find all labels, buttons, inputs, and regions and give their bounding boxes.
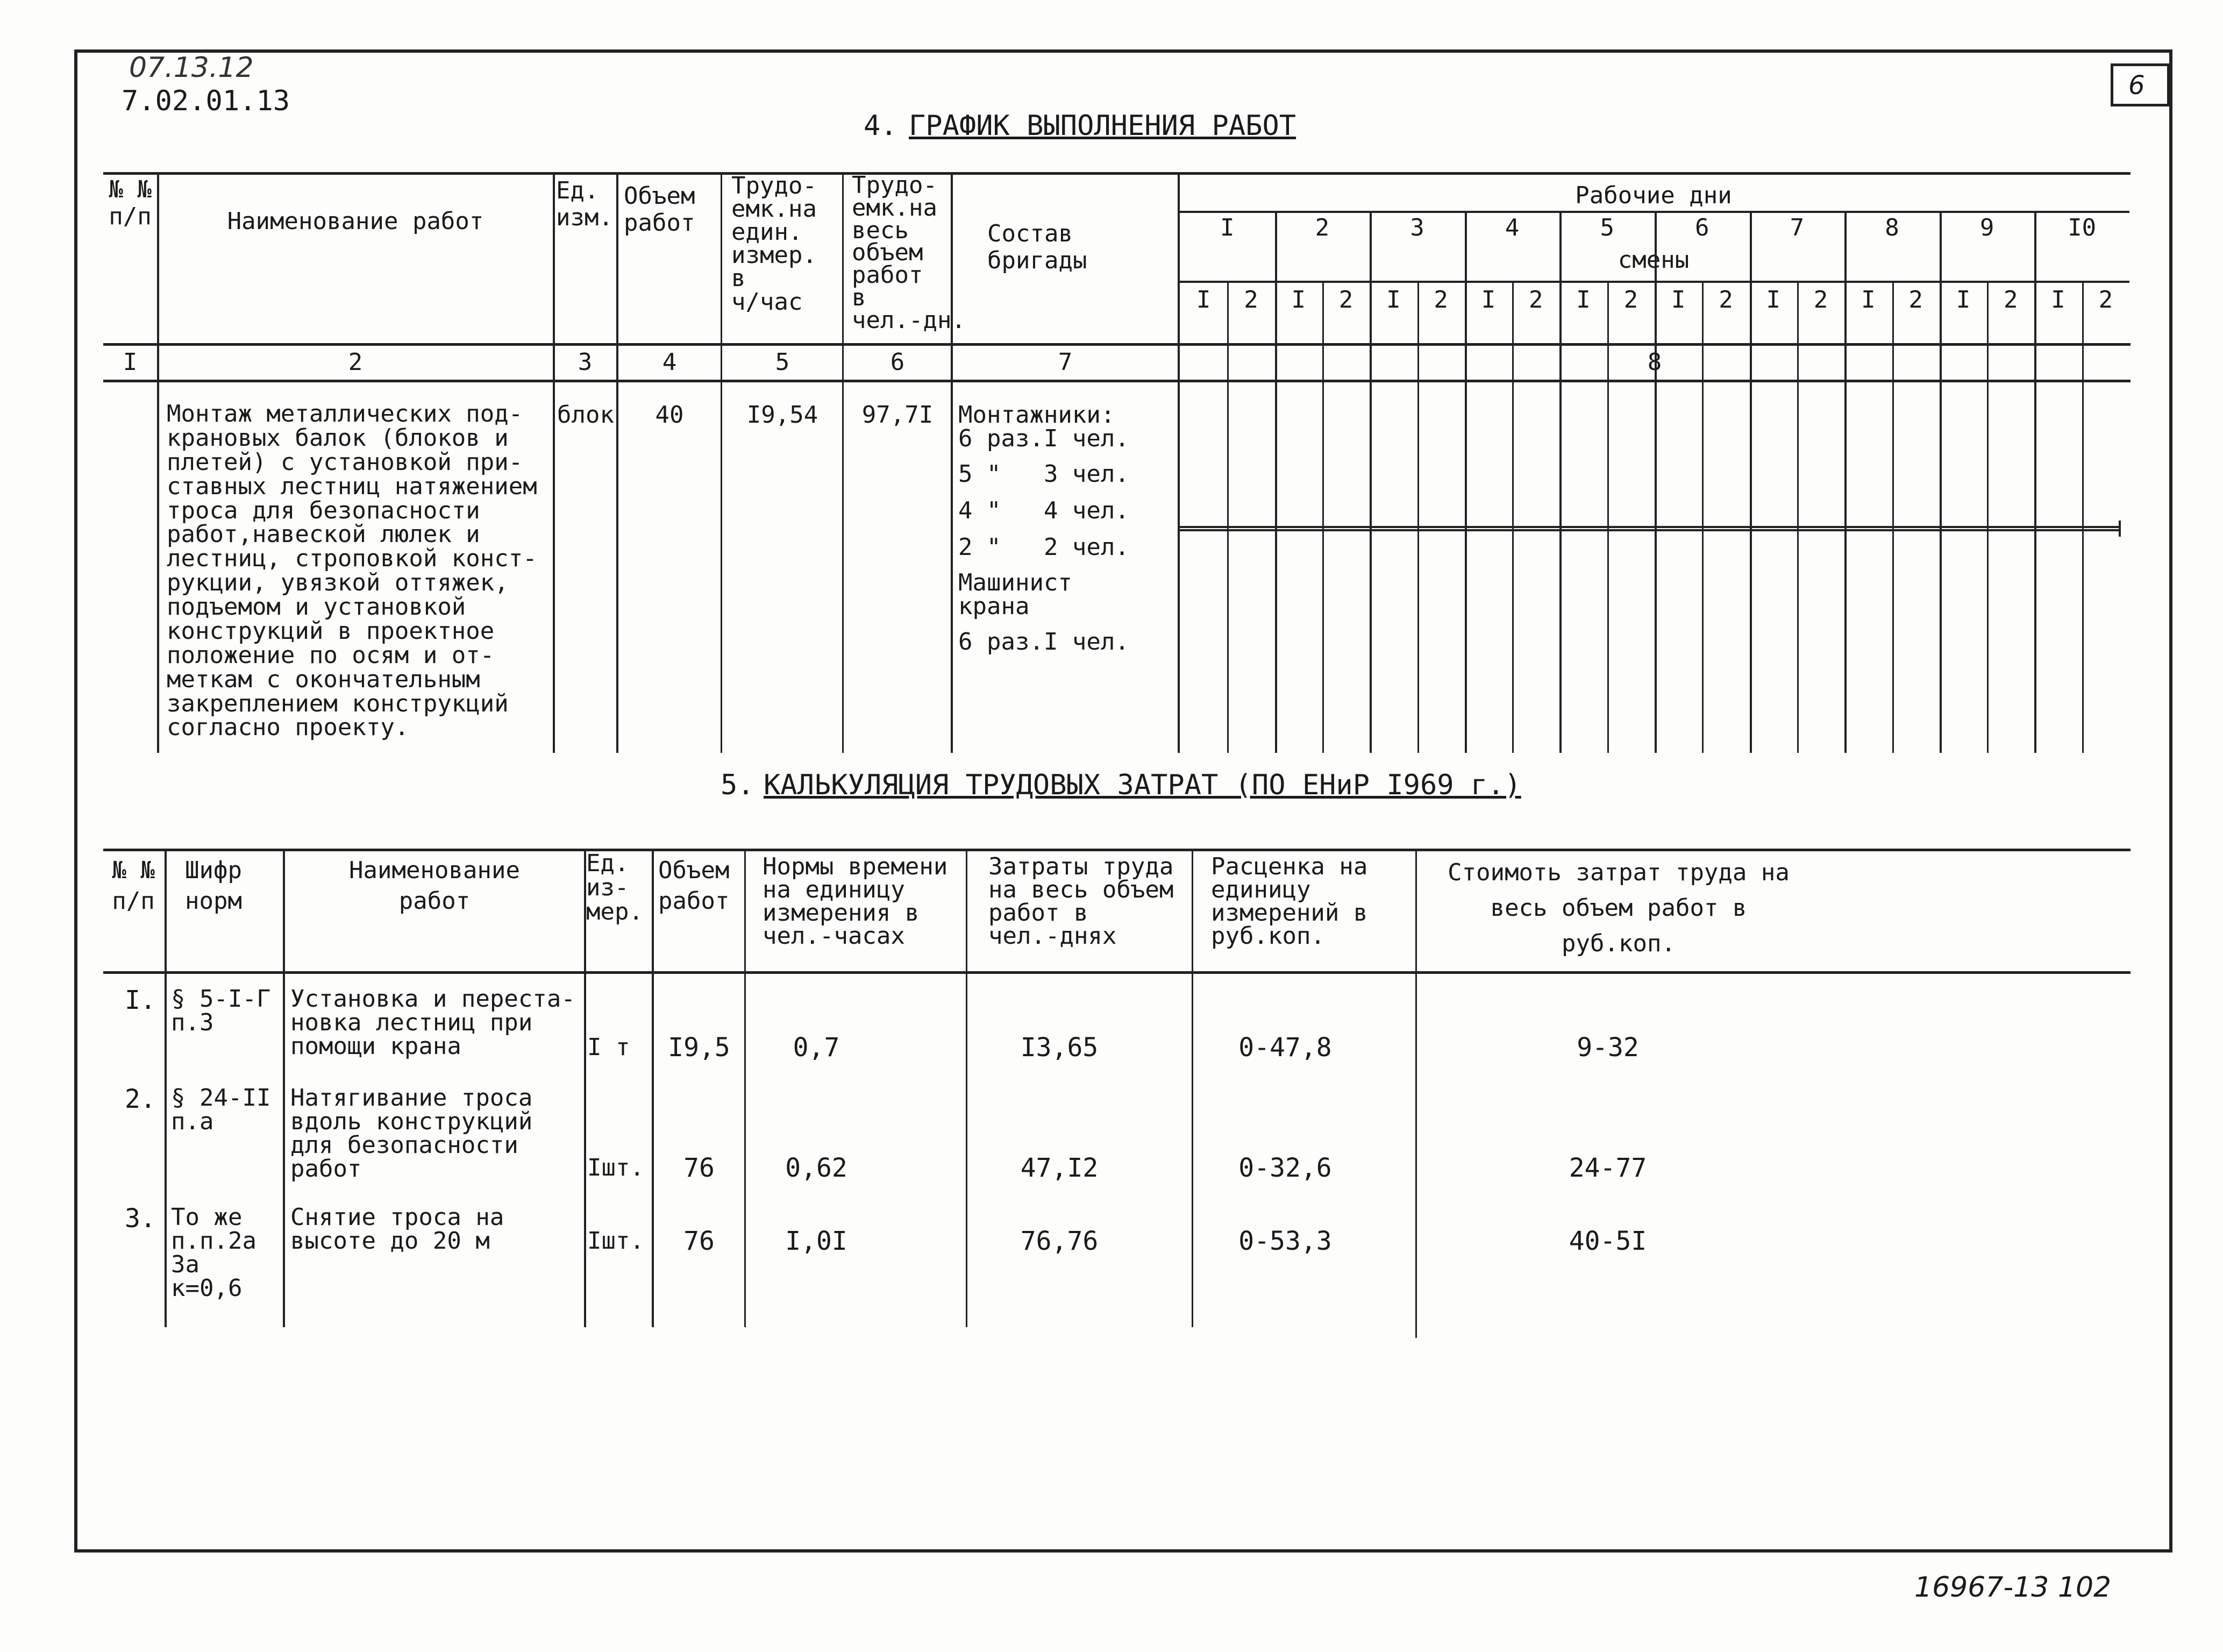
- footer-number: 16967-13 102: [1914, 1571, 2112, 1604]
- day-label: 4: [1505, 214, 1520, 241]
- table5-header-bottom: [103, 971, 2131, 974]
- row4-crew-2: 5 " 3 чел.: [958, 460, 1129, 488]
- hdr-shifts: смены: [1618, 246, 1690, 274]
- s5-hdr-cost: Стоимоть затрат труда на весь объем работ в руб.коп.: [1448, 859, 1790, 957]
- shift-label: I: [1671, 286, 1686, 314]
- row4-volume: 40: [655, 401, 684, 429]
- colnum-7: 7: [1058, 348, 1073, 376]
- handwritten-date: 07.13.12: [129, 52, 254, 84]
- shift-label: 2: [1719, 286, 1733, 314]
- section5-number: 5.: [721, 769, 754, 801]
- s5-rate: 0-53,3: [1238, 1226, 1332, 1256]
- shift-label: I: [1956, 286, 1971, 314]
- s5-hdr-labor: Затраты труда на весь объем работ в чел.-днях: [988, 853, 1174, 950]
- s5-cost: 9-32: [1577, 1032, 1639, 1063]
- s5-hdr-code: Шифр норм: [185, 857, 242, 915]
- day-grid-line: [1465, 211, 1467, 753]
- s5-norm: 0,62: [785, 1153, 847, 1183]
- s5-cost: 24-77: [1569, 1153, 1647, 1183]
- shift-label: 2: [2003, 286, 2018, 314]
- day-grid-line: [1559, 211, 1562, 753]
- colnum-3: 3: [578, 348, 593, 376]
- col-line: [1415, 849, 1417, 1338]
- s5-unit: I т: [587, 1034, 630, 1061]
- day-label: 3: [1410, 214, 1424, 241]
- s5-rate: 0-32,6: [1238, 1153, 1332, 1183]
- s5-unit: Iшт.: [587, 1154, 644, 1181]
- col-line: [721, 172, 722, 753]
- s5-labor: I3,65: [1020, 1032, 1099, 1063]
- row4-labor-total: 97,7I: [861, 401, 934, 429]
- hdr-name: Наименование работ: [227, 208, 484, 235]
- schedule-bar: [1180, 526, 2119, 531]
- shift-label: I: [1861, 286, 1876, 314]
- s5-labor: 76,76: [1020, 1226, 1099, 1256]
- day-label: 6: [1695, 214, 1709, 241]
- s5-rate: 0-47,8: [1238, 1032, 1332, 1063]
- page-number-box: [2111, 63, 2170, 106]
- hdr-labor-unit: Трудо- емк.на един. измер. в ч/час: [731, 172, 817, 316]
- shift-label: I: [1576, 286, 1591, 314]
- doc-code: 7.02.01.13: [122, 85, 290, 117]
- day-grid-line: [1844, 211, 1847, 753]
- row4-name: Монтаж металлических под- крановых балок (блоков и плетей) с установкой при- ставных лестниц натяжением троса для безопасности работ,навеской люлек и лестниц, строповкой конст- рукции, увязкой оттяжек, подъемом и установкой конструкций в проектное положение по осям и от- меткам с окончательным закреплением конструкций согласно проекту.: [167, 400, 537, 742]
- shift-label: 2: [1908, 286, 1923, 314]
- s5-cost: 40-5I: [1569, 1226, 1647, 1256]
- s5-hdr-volume: Объем работ: [658, 857, 730, 915]
- section5-title: КАЛЬКУЛЯЦИЯ ТРУДОВЫХ ЗАТРАТ (ПО ЕНиР I969 г.): [764, 769, 1521, 801]
- col-line: [553, 172, 555, 753]
- day-label: 2: [1315, 214, 1330, 241]
- day-grid-line: [1750, 211, 1752, 753]
- day-label: 7: [1790, 214, 1805, 241]
- schedule-bar-end: [2119, 521, 2121, 537]
- day-grid-line: [1275, 211, 1277, 753]
- col-line: [157, 172, 159, 753]
- day-label: I0: [2068, 214, 2097, 241]
- shift-label: I: [1766, 286, 1780, 314]
- day-label: 9: [1979, 214, 1994, 241]
- col-line: [842, 172, 844, 753]
- shift-label: I: [1291, 286, 1306, 314]
- s5-norm: I,0I: [785, 1226, 847, 1256]
- hdr-unit: Ед. изм.: [556, 177, 613, 231]
- col-line: [966, 849, 967, 1327]
- shift-label: I: [1386, 286, 1401, 314]
- row4-crew-5: Машинист крана: [958, 569, 1072, 620]
- s5-num: I.: [125, 985, 156, 1015]
- s5-volume: I9,5: [668, 1032, 730, 1063]
- page-number: 6: [2128, 70, 2145, 101]
- row4-crew-1: 6 раз.I чел.: [958, 425, 1129, 452]
- table5-top-line: [103, 849, 2131, 851]
- table4-numbers-bottom: [103, 380, 2131, 382]
- s5-hdr-norm: Нормы времени на единицу измерения в чел.-часах: [763, 853, 948, 950]
- row4-crew-3: 4 " 4 чел.: [958, 497, 1129, 524]
- s5-labor: 47,I2: [1020, 1153, 1099, 1183]
- s5-code: § 5-I-Г п.3: [171, 985, 271, 1036]
- row4-crew-4: 2 " 2 чел.: [958, 533, 1129, 561]
- day-label: 8: [1885, 214, 1899, 241]
- shift-label: 2: [1813, 286, 1828, 314]
- shift-label: 2: [1528, 286, 1543, 314]
- s5-name: Установка и переста- новка лестниц при помощи крана: [290, 985, 575, 1060]
- col-line: [652, 849, 654, 1327]
- s5-num: 3.: [125, 1204, 156, 1234]
- day-grid-line: [1655, 211, 1657, 753]
- colnum-6: 6: [890, 348, 905, 376]
- shift-label: 2: [1338, 286, 1353, 314]
- s5-num: 2.: [125, 1084, 156, 1114]
- hdr-num: № № п/п: [109, 176, 152, 230]
- colnum-5: 5: [775, 348, 790, 376]
- row4-crew-0: Монтажники:: [958, 401, 1115, 429]
- s5-hdr-num: № № п/п: [112, 857, 155, 915]
- day-label: 5: [1600, 214, 1614, 241]
- row4-unit: блок: [557, 401, 614, 429]
- colnum-2: 2: [348, 348, 363, 376]
- table4-top-line: [103, 172, 2131, 175]
- col-line: [283, 849, 285, 1327]
- days-line: [1178, 211, 2129, 213]
- s5-volume: 76: [683, 1226, 715, 1256]
- day-label: I: [1220, 214, 1235, 241]
- row4-labor-unit: I9,54: [746, 401, 818, 429]
- day-grid-line: [1370, 211, 1372, 753]
- s5-name: Натягивание троса вдоль конструкций для безопасности работ: [290, 1084, 533, 1183]
- s5-volume: 76: [683, 1153, 715, 1183]
- shift-label: 2: [2098, 286, 2113, 314]
- s5-hdr-rate: Расценка на единицу измерений в руб.коп.: [1211, 853, 1368, 950]
- day-grid-line: [2034, 211, 2036, 753]
- shift-label: I: [1196, 286, 1211, 314]
- hdr-labor-total: Трудо- емк.на весь объем работ в чел.-дн.: [852, 172, 966, 334]
- s5-unit: Iшт.: [587, 1227, 644, 1255]
- shift-label: I: [1481, 286, 1496, 314]
- shift-label: 2: [1434, 286, 1448, 314]
- day-grid-line: [1940, 211, 1942, 753]
- s5-hdr-unit: Ед. из- мер.: [586, 850, 643, 925]
- colnum-1: I: [123, 348, 138, 376]
- row4-crew-6: 6 раз.I чел.: [958, 628, 1129, 656]
- shift-label: 2: [1244, 286, 1258, 314]
- s5-hdr-name: Наименование работ: [349, 857, 520, 915]
- s5-norm: 0,7: [793, 1032, 840, 1063]
- shift-label: 2: [1623, 286, 1638, 314]
- col-line: [744, 849, 746, 1327]
- section4-title: ГРАФИК ВЫПОЛНЕНИЯ РАБОТ: [909, 110, 1296, 142]
- s5-code: § 24-II п.а: [171, 1084, 271, 1135]
- hdr-volume: Объем работ: [624, 182, 695, 237]
- colnum-8: 8: [1647, 348, 1662, 376]
- s5-code: То же п.п.2а 3а к=0,6: [171, 1204, 256, 1302]
- hdr-workdays: Рабочие дни: [1575, 182, 1732, 209]
- shift-label: I: [2051, 286, 2065, 314]
- section4-number: 4.: [864, 110, 897, 142]
- s5-name: Снятие троса на высоте до 20 м: [290, 1204, 504, 1255]
- hdr-crew: Состав бригады: [987, 220, 1087, 274]
- table4-header-bottom: [103, 343, 2131, 346]
- colnum-4: 4: [662, 348, 677, 376]
- col-line: [165, 849, 167, 1327]
- col-line: [616, 172, 618, 753]
- col-line: [1192, 849, 1193, 1327]
